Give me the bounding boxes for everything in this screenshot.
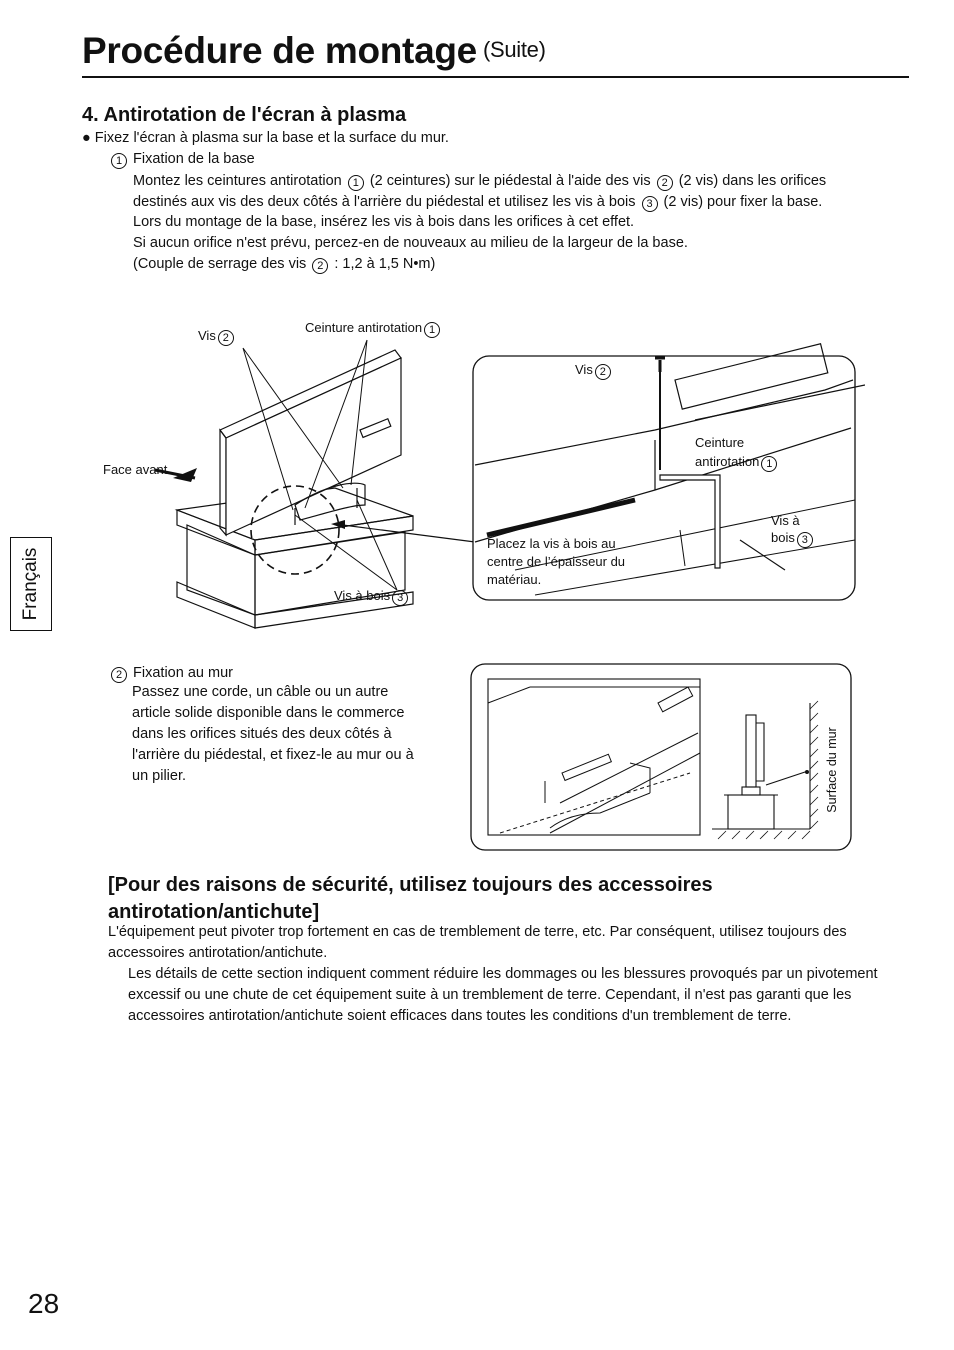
step1-line2-b: (2 vis) pour fixer la base.	[663, 194, 823, 210]
step1-line5	[133, 254, 435, 275]
base-fixing-figure	[95, 310, 865, 650]
language-tab-label: Français	[20, 547, 41, 621]
page-title-text: Procédure de montage	[82, 30, 477, 71]
step1-title: Fixation de la base	[133, 151, 255, 167]
label-vis-bois-text: Vis à bois	[334, 588, 391, 603]
step2-line2: article solide disponible dans le commerce	[132, 705, 405, 721]
label-vis-text: Vis	[198, 328, 216, 343]
page-subtitle: (Suite)	[482, 37, 546, 62]
step2-heading	[109, 663, 233, 684]
step1-line1-c: (2 vis) dans les orifices	[678, 173, 827, 189]
detail-label-vis-num: 2	[595, 364, 611, 380]
step1-line3: Lors du montage de la base, insérez les vis à bois dans les orifices à cet effet.	[133, 214, 635, 230]
safety-paragraph-2: Les détails de cette section indiquent comment réduire les dommages ou les blessures provoqués par un pivotement excessif ou une chute de cet équipement suite à un tremblement de terre. Cependant, il n'est pas garanti que les accessoires antirotation/antichute soient efficaces dans toutes les conditions d'un tremblement de terre.	[128, 966, 878, 1024]
wall-fixing-figure	[470, 663, 852, 851]
step1-line1-num1: 1	[348, 175, 364, 191]
detail-label-ceinture	[695, 433, 779, 472]
step1-line5-num: 2	[312, 258, 328, 274]
step1-heading	[109, 149, 255, 170]
step1-line1-num2: 2	[657, 175, 673, 191]
step2-number: 2	[111, 667, 127, 683]
surface-mur-label: Surface du mur	[825, 727, 839, 813]
detail-label-vis	[575, 362, 613, 380]
step1-line1-a: Montez les ceintures antirotation	[133, 173, 342, 189]
safety-heading: [Pour des raisons de sécurité, utilisez toujours des accessoires antirotation/antichute]	[108, 874, 713, 923]
detail-label-placez-l1: Placez la vis à bois au	[487, 536, 616, 551]
label-vis-num: 2	[218, 330, 234, 346]
language-tab	[10, 537, 52, 631]
step1-line1-b: (2 ceintures) sur le piédestal à l'aide des vis	[369, 173, 651, 189]
detail-label-vis-bois-num: 3	[797, 532, 813, 548]
detail-label-placez-l2: centre de l’épaisseur du	[487, 554, 626, 569]
detail-label-ceinture-l2: antirotation	[695, 454, 760, 469]
step2-line3: dans les orifices situés des deux côtés à	[132, 726, 392, 742]
label-ceinture-text: Ceinture antirotation	[305, 320, 423, 335]
detail-label-placez-l3: matériau.	[487, 572, 542, 587]
detail-label-ceinture-l1: Ceinture	[695, 435, 745, 450]
step1-line4: Si aucun orifice n'est prévu, percez-en de nouveaux au milieu de la largeur de la base.	[133, 235, 688, 251]
detail-label-vis-bois-l2: bois	[771, 530, 795, 545]
label-ceinture-num: 1	[424, 322, 440, 338]
step1-line1	[133, 171, 826, 192]
step1-line5-b: : 1,2 à 1,5 N•m)	[334, 256, 436, 272]
label-ceinture	[305, 320, 442, 338]
section-bullet: ● Fixez l'écran à plasma sur la base et la surface du mur.	[82, 130, 449, 146]
step1-line2-num: 3	[642, 196, 658, 212]
surface-mur-label-box	[825, 720, 839, 820]
detail-label-ceinture-num: 1	[761, 456, 777, 472]
detail-label-placez	[487, 535, 625, 589]
detail-label-vis-text: Vis	[575, 362, 593, 377]
detail-label-vis-bois-l1: Vis à	[771, 513, 800, 528]
step2-line1: Passez une corde, un câble ou un autre	[132, 684, 389, 700]
step1-line5-a: (Couple de serrage des vis	[133, 256, 307, 272]
page-title	[82, 30, 546, 72]
step2-title: Fixation au mur	[133, 665, 233, 681]
title-rule	[82, 76, 909, 78]
section-heading: 4. Antirotation de l'écran à plasma	[82, 104, 407, 126]
label-vis	[198, 328, 236, 346]
step1-line2-a: destinés aux vis des deux côtés à l'arrière du piédestal et utilisez les vis à bois	[133, 194, 636, 210]
step1-line2	[133, 192, 822, 213]
label-face-avant: Face avant	[103, 462, 168, 477]
step2-line5: un pilier.	[132, 768, 187, 784]
label-vis-bois-num: 3	[392, 590, 408, 606]
safety-paragraph-1: L'équipement peut pivoter trop fortement en cas de tremblement de terre, etc. Par conséquent, utilisez toujours des accessoires antirotation/antichute.	[108, 924, 847, 961]
step2-line4: l'arrière du piédestal, et fixez-le au mur ou à	[132, 747, 414, 763]
step1-number: 1	[111, 153, 127, 169]
label-vis-bois	[334, 588, 410, 606]
detail-label-vis-bois	[771, 512, 815, 548]
page-number: 28	[28, 1288, 60, 1319]
